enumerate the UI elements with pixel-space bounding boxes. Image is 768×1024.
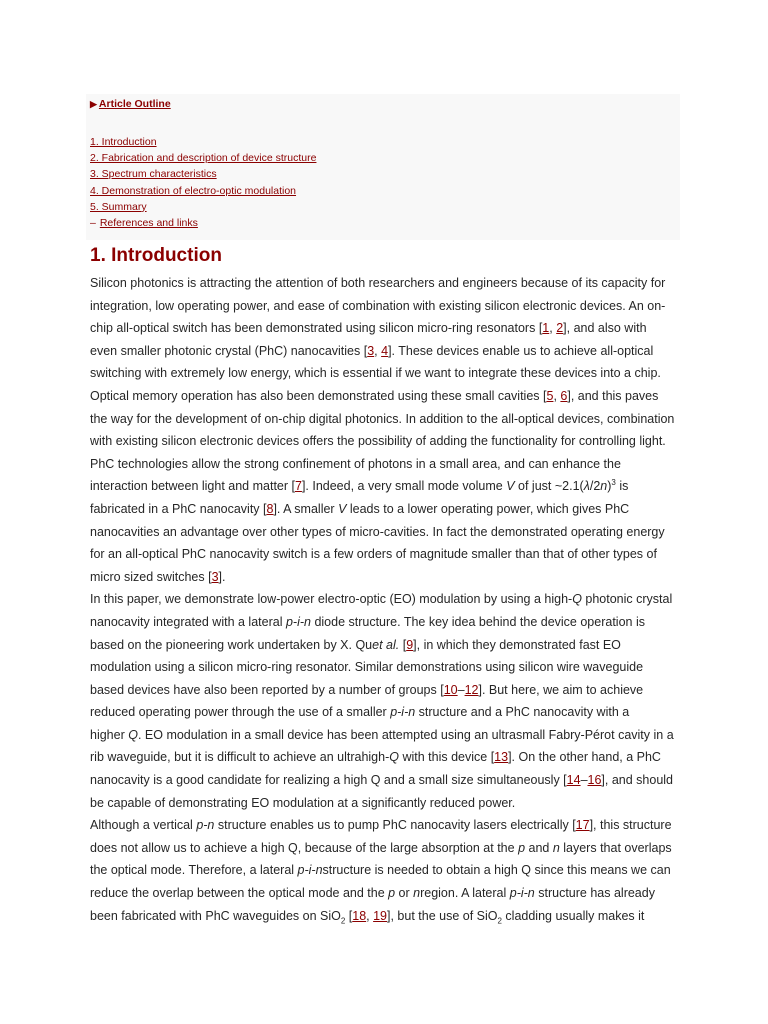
text-line xyxy=(90,430,690,453)
text-line xyxy=(90,882,690,905)
citation-link[interactable]: 16 xyxy=(587,773,602,788)
text-span: or xyxy=(395,886,414,901)
text-span: – xyxy=(457,682,465,697)
text-span: cladding usually makes it xyxy=(501,908,645,923)
subscript: 2 xyxy=(340,916,346,926)
outline-list xyxy=(90,134,316,231)
citation-link[interactable]: 3 xyxy=(211,569,219,584)
text-italic: p-i-n xyxy=(285,614,311,629)
text-span: Silicon photonics is attracting the attention of both researchers and engineers because of its capacity for xyxy=(90,276,666,290)
text-line xyxy=(90,724,690,747)
citation-link[interactable]: 4 xyxy=(381,343,389,358)
text-italic: et al. xyxy=(372,637,400,652)
text-line xyxy=(90,679,690,702)
text-span: ]. xyxy=(218,569,226,584)
text-line xyxy=(90,859,690,882)
outline-item xyxy=(90,134,316,150)
text-span: ]. These devices enable us to achieve all-optical xyxy=(388,343,654,358)
text-span: , xyxy=(549,321,557,336)
text-italic: V xyxy=(338,501,347,516)
outline-item xyxy=(90,199,316,215)
text-span: nanocavity is a good candidate for realizing a high Q and a small size simultaneously [ xyxy=(90,773,567,788)
text-span: structure enables us to pump PhC nanocavity lasers electrically [ xyxy=(214,818,576,833)
text-line xyxy=(90,611,690,634)
text-line xyxy=(90,746,690,769)
text-span: chip all-optical switch has been demonstrated using silicon micro-ring resonators [ xyxy=(90,321,543,336)
text-line xyxy=(90,792,690,815)
text-span: ], this structure xyxy=(589,818,672,833)
citation-link[interactable]: 9 xyxy=(406,637,414,652)
text-span: fabricated in a PhC nanocavity [ xyxy=(90,501,267,516)
text-italic: p-i-n xyxy=(390,705,416,720)
text-span: layers that overlaps xyxy=(559,840,672,855)
text-line xyxy=(90,362,690,385)
text-span: In this paper, we demonstrate low-power electro-optic (EO) modulation by using a high- xyxy=(90,592,573,607)
citation-link[interactable]: 6 xyxy=(560,388,568,403)
body-text xyxy=(90,272,690,927)
text-span: switching with extremely low energy, which is essential if we want to integrate these devices into a chip. xyxy=(90,366,661,381)
text-span: reduce the overlap between the optical mode and the xyxy=(90,886,389,901)
text-span: ]. A smaller xyxy=(273,501,339,516)
text-span: structure and a PhC nanocavity with a xyxy=(415,705,630,720)
text-span: been fabricated with PhC waveguides on SiO xyxy=(90,908,341,923)
text-italic: p xyxy=(518,840,526,855)
text-italic: V xyxy=(506,479,515,494)
text-span: the way for the development of on-chip digital photonics. In addition to the all-optical devices, combination xyxy=(90,411,675,426)
text-span: ], and this paves xyxy=(567,388,659,403)
text-span: ], but the use of SiO xyxy=(387,908,498,923)
text-span: ], and also with xyxy=(563,321,647,336)
text-span: of just ~2.1( xyxy=(514,479,584,494)
text-line xyxy=(90,837,690,860)
citation-link[interactable]: 1 xyxy=(542,321,550,336)
text-line xyxy=(90,408,690,431)
text-span: interaction between light and matter [ xyxy=(90,479,295,494)
text-span: based devices have also been reported by a number of groups [ xyxy=(90,682,444,697)
text-span: structure is needed to obtain a high Q since this means we can xyxy=(322,863,671,878)
text-span: structure has already xyxy=(534,886,655,901)
text-line xyxy=(90,769,690,792)
text-span: Although a vertical xyxy=(90,818,197,833)
text-span: ]. On the other hand, a PhC xyxy=(508,750,661,765)
outline-link-introduction[interactable]: 1. Introduction xyxy=(90,136,157,148)
text-span: micro sized switches [ xyxy=(90,569,212,584)
text-span: , xyxy=(374,343,382,358)
citation-link[interactable]: 13 xyxy=(494,750,509,765)
citation-link[interactable]: 3 xyxy=(367,343,375,358)
text-line xyxy=(90,385,690,408)
citation-link[interactable]: 19 xyxy=(373,908,388,923)
text-span: leads to a lower operating power, which gives PhC xyxy=(346,501,630,516)
text-span: based on the pioneering work undertaken by X. Qu xyxy=(90,637,373,652)
outline-dash: – xyxy=(90,216,96,229)
text-span: integration, low operating power, and ease of combination with existing silicon electronic devices. An on- xyxy=(90,298,666,313)
text-line xyxy=(90,317,690,340)
text-span: is xyxy=(615,479,629,494)
text-span: and xyxy=(525,840,553,855)
citation-link[interactable]: 5 xyxy=(546,388,554,403)
text-line xyxy=(90,905,690,928)
text-span: modulation using a silicon micro-ring resonator. Similar demonstrations using silicon wire waveguide xyxy=(90,660,644,675)
text-line xyxy=(90,566,690,589)
outline-link-summary[interactable]: 5. Summary xyxy=(90,200,147,213)
outline-link-references[interactable]: References and links xyxy=(99,216,198,229)
citation-link[interactable]: 2 xyxy=(556,321,564,336)
superscript: 3 xyxy=(611,478,616,488)
text-line xyxy=(90,814,690,837)
text-span: , xyxy=(366,908,374,923)
text-italic: Q xyxy=(572,592,582,607)
outline-link-fabrication[interactable]: 2. Fabrication and description of device structure xyxy=(90,152,317,165)
text-span: ) xyxy=(607,479,612,494)
text-span: [ xyxy=(345,908,353,923)
text-span: nanocavity integrated with a lateral xyxy=(90,614,286,629)
text-span: – xyxy=(580,773,588,788)
text-span: . EO modulation in a small device has been attempted using an ultrasmall Fabry-Pérot cavity in a xyxy=(137,727,674,742)
article-outline-toggle[interactable] xyxy=(90,98,171,110)
text-span: the optical mode. Therefore, a lateral xyxy=(90,863,298,878)
text-italic: n xyxy=(413,886,421,901)
text-span: photonic crystal xyxy=(581,592,673,607)
text-line xyxy=(90,521,690,544)
outline-link-demonstration[interactable]: 4. Demonstration of electro-optic modulation xyxy=(90,184,297,197)
text-line xyxy=(90,272,690,295)
text-span: ], in which they demonstrated fast EO xyxy=(413,637,621,652)
article-outline-panel xyxy=(86,94,680,240)
outline-item xyxy=(90,183,316,199)
article-outline-title: Article Outline xyxy=(98,98,171,110)
citation-link[interactable]: 14 xyxy=(566,773,581,788)
citation-link[interactable]: 17 xyxy=(575,818,590,833)
text-span: higher xyxy=(90,727,129,742)
triangle-right-icon: ▶ xyxy=(90,99,97,109)
text-italic: Q xyxy=(128,727,138,742)
outline-item xyxy=(90,166,316,182)
text-line xyxy=(90,701,690,724)
text-span: with existing silicon electronic devices offers the possibility of adding the functionality for controlling light. xyxy=(90,434,666,449)
text-span: ], and should xyxy=(601,773,674,788)
outline-item xyxy=(90,150,316,166)
text-span: diode structure. The key idea behind the device operation is xyxy=(310,614,645,629)
text-span: nanocavities an advantage over other types of micro-cavities. In fact the demonstrated operating energy xyxy=(90,524,665,539)
text-span: rib waveguide, but it is difficult to achieve an ultrahigh- xyxy=(90,750,390,765)
text-span: region. A lateral xyxy=(420,886,510,901)
text-span: Optical memory operation has also been demonstrated using these small cavities [ xyxy=(90,388,547,403)
text-italic: p-i-n xyxy=(297,863,323,878)
text-line xyxy=(90,588,690,611)
text-italic: p xyxy=(388,886,396,901)
citation-link[interactable]: 8 xyxy=(266,501,274,516)
text-span: /2 xyxy=(589,479,601,494)
text-line xyxy=(90,543,690,566)
text-span: ]. But here, we aim to achieve xyxy=(478,682,644,697)
text-line xyxy=(90,498,690,521)
text-span: does not allow us to achieve a high Q, because of the large absorption at the xyxy=(90,840,519,855)
text-italic: λ xyxy=(583,479,590,494)
citation-link[interactable]: 18 xyxy=(352,908,367,923)
outline-link-spectrum[interactable]: 3. Spectrum characteristics xyxy=(90,168,217,181)
text-italic: n xyxy=(552,840,560,855)
text-span: [ xyxy=(399,637,407,652)
subscript: 2 xyxy=(497,916,502,926)
citation-link[interactable]: 7 xyxy=(294,479,302,494)
text-italic: n xyxy=(600,479,608,494)
text-span: be capable of demonstrating EO modulation at a significantly reduced power. xyxy=(90,795,516,810)
text-span: reduced operating power through the use of a smaller xyxy=(90,705,391,720)
text-line xyxy=(90,453,690,476)
text-italic: p-n xyxy=(196,818,215,833)
text-span: ]. Indeed, a very small mode volume xyxy=(301,479,507,494)
citation-link[interactable]: 10 xyxy=(443,682,458,697)
text-span: with this device [ xyxy=(398,750,495,765)
text-span: for an all-optical PhC nanocavity switch is a few orders of magnitude smaller than that of other types of xyxy=(90,547,657,562)
text-line xyxy=(90,295,690,318)
section-heading: 1. Introduction xyxy=(90,245,222,266)
text-span: even smaller photonic crystal (PhC) nanocavities [ xyxy=(90,343,368,358)
outline-item xyxy=(90,215,316,231)
text-italic: p-i-n xyxy=(509,886,535,901)
text-line xyxy=(90,634,690,657)
text-line xyxy=(90,475,690,498)
text-line xyxy=(90,340,690,363)
citation-link[interactable]: 12 xyxy=(464,682,479,697)
text-span: PhC technologies allow the strong confinement of photons in a small area, and can enhance the xyxy=(90,456,621,471)
text-line xyxy=(90,656,690,679)
text-span: , xyxy=(553,388,561,403)
text-italic: Q xyxy=(389,750,399,765)
